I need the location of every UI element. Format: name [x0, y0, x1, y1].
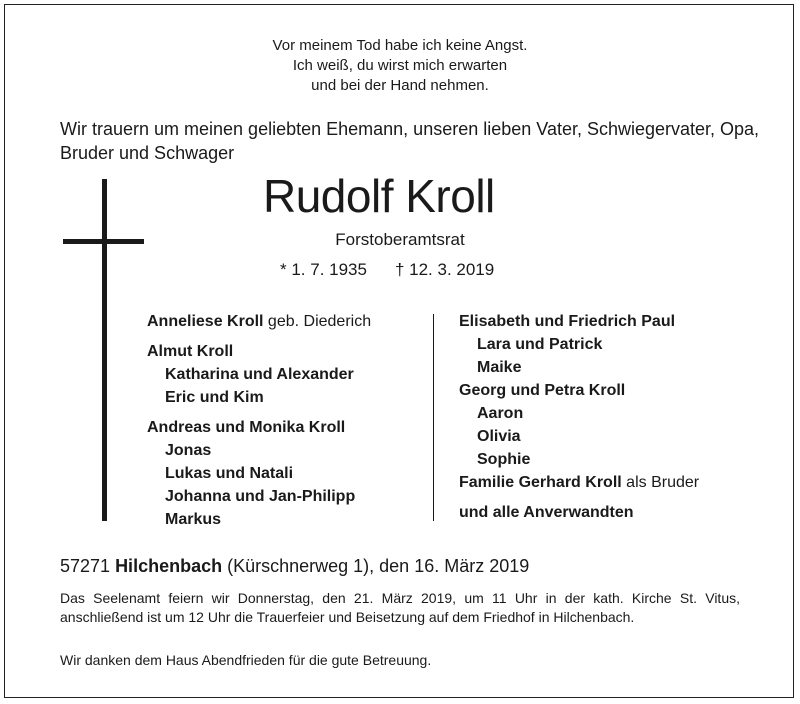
- mourner-note: geb. Diederich: [263, 313, 372, 330]
- mourner-row: [147, 310, 371, 333]
- mourner-row: Jonas: [165, 442, 212, 459]
- mourner-row: [459, 471, 699, 494]
- mourner-row: Georg und Petra Kroll: [459, 382, 626, 399]
- place-date-line: [60, 554, 529, 578]
- mourner-row: Lara und Patrick: [477, 336, 603, 353]
- mourner-row: Katharina und Alexander: [165, 366, 354, 383]
- poem-line: Vor meinem Tod habe ich keine Angst.: [272, 37, 528, 54]
- birth-date: * 1. 7. 1935: [280, 260, 367, 279]
- mourners-left-column: [147, 310, 371, 531]
- thanks-note: Wir danken dem Haus Abendfrieden für die gute Betreuung.: [60, 652, 432, 668]
- mourner-row: Olivia: [477, 428, 521, 445]
- city: Hilchenbach: [115, 556, 223, 576]
- mourner-row: Markus: [165, 511, 222, 528]
- column-divider: [433, 314, 434, 521]
- deceased-title: Forstoberamtsrat: [335, 230, 465, 249]
- mourner-note: als Bruder: [621, 474, 700, 491]
- mourner-row: Maike: [477, 359, 522, 376]
- mourner-row: und alle Anverwandten: [459, 504, 634, 521]
- mourners-right-column: [459, 310, 699, 524]
- address-date: (Kürschnerweg 1), den 16. März 2019: [222, 556, 530, 576]
- mourner-row: Elisabeth und Friedrich Paul: [459, 313, 676, 330]
- mourner-name: Familie Gerhard Kroll: [459, 474, 622, 491]
- service-note: Das Seelenamt feiern wir Donnerstag, den 21. März 2019, um 11 Uhr in der kath. Kirche St. Vitus, anschließend ist um 12 Uhr die Trauerfeier und Beisetzung auf dem Friedhof in Hilchenbach.: [60, 590, 740, 625]
- poem-line: Ich weiß, du wirst mich erwarten: [292, 57, 508, 74]
- poem: [0, 36, 800, 96]
- mourner-row: Aaron: [477, 405, 524, 422]
- mourner-row: Almut Kroll: [147, 343, 234, 360]
- intro-text: Wir trauern um meinen geliebten Ehemann, unseren lieben Vater, Schwiegervater, Opa, Bruder und Schwager: [60, 119, 760, 163]
- mourner-row: Eric und Kim: [165, 389, 264, 406]
- poem-line: und bei der Hand nehmen.: [311, 77, 489, 94]
- mourner-row: Sophie: [477, 451, 531, 468]
- mourner-row: Andreas und Monika Kroll: [147, 419, 346, 436]
- mourner-row: Johanna und Jan-Philipp: [165, 488, 356, 505]
- mourner-row: Lukas und Natali: [165, 465, 294, 482]
- death-date: † 12. 3. 2019: [394, 260, 495, 279]
- postal-code: 57271: [60, 556, 116, 576]
- mourner-name: Anneliese Kroll: [147, 313, 264, 330]
- life-dates: [280, 259, 494, 281]
- deceased-name: Rudolf Kroll: [263, 170, 495, 222]
